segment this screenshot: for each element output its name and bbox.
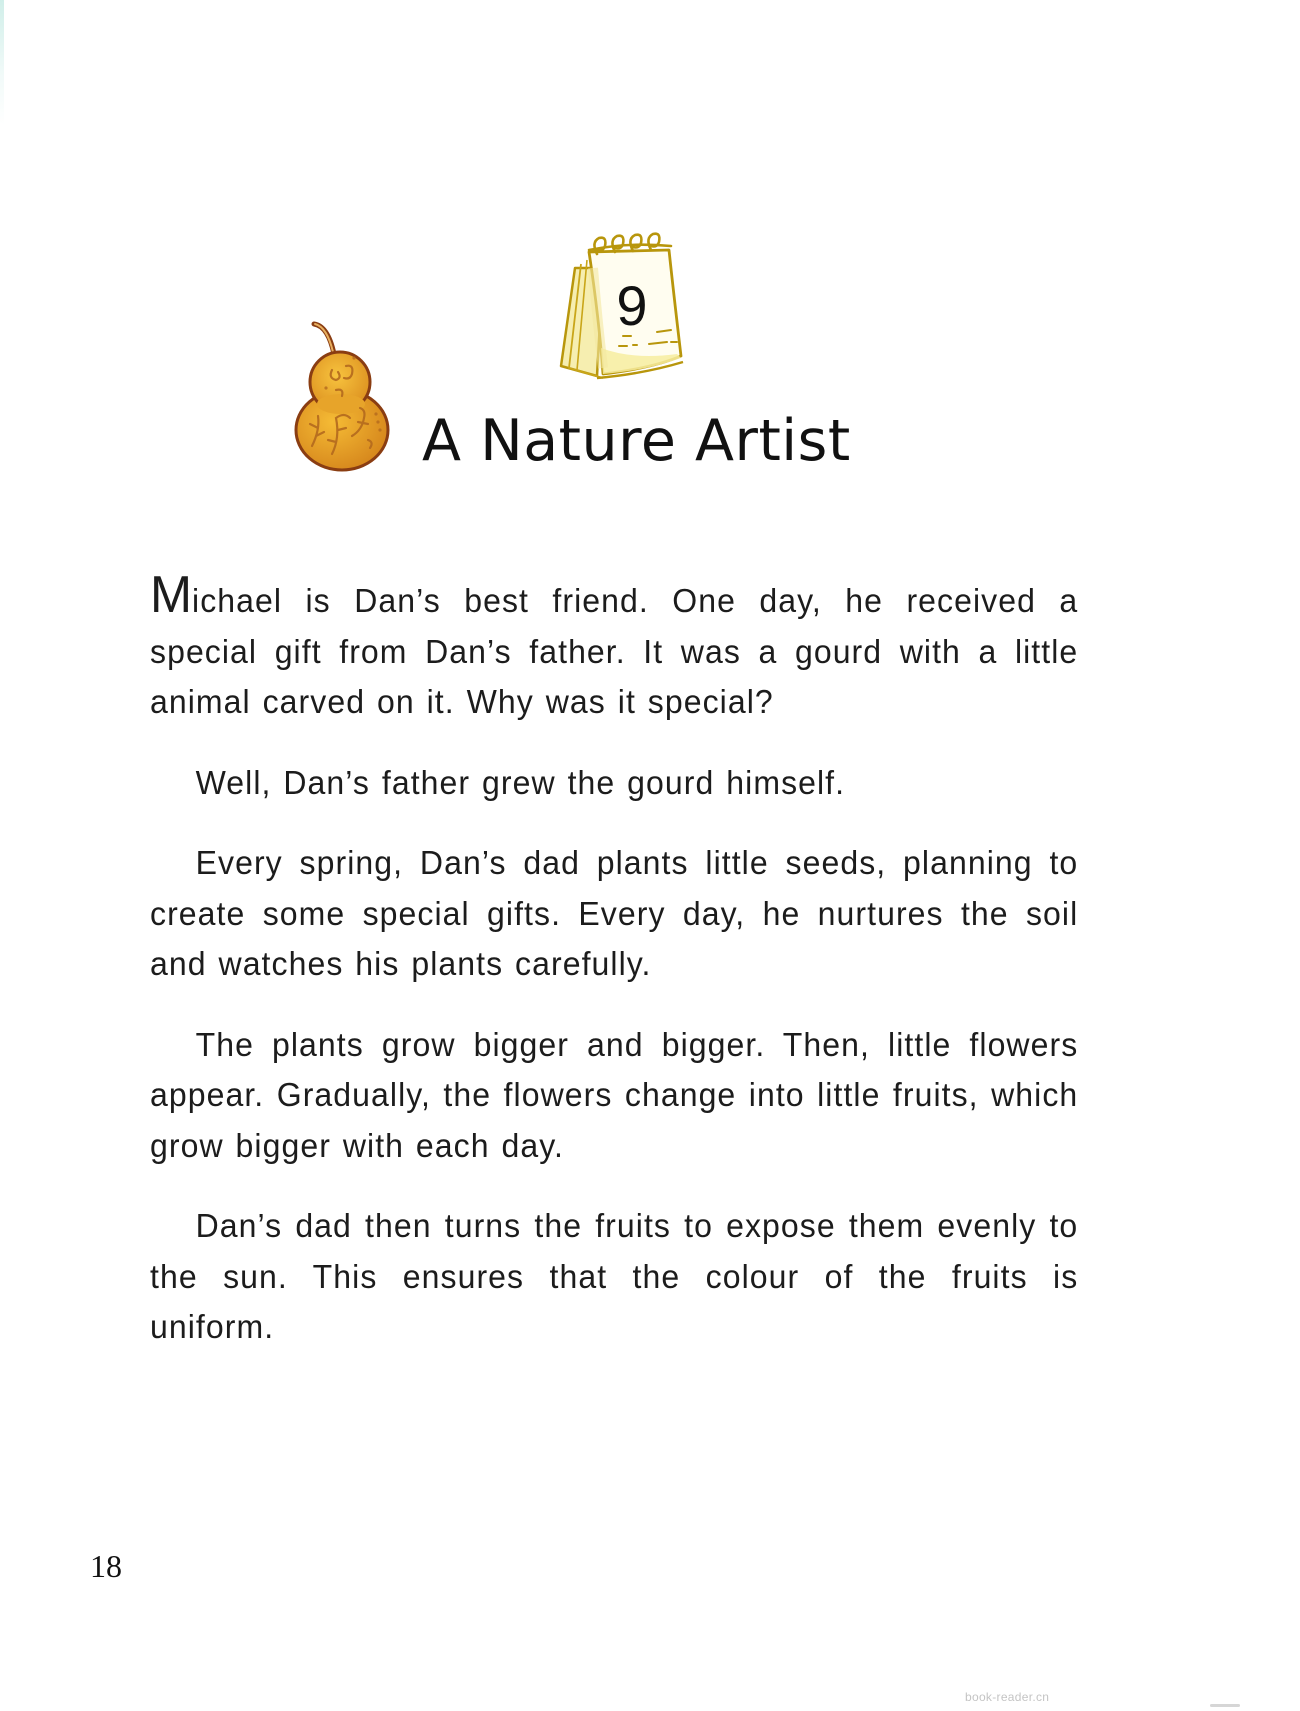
- story-paragraph: Dan’s dad then turns the fruits to expose them evenly to the sun. This ensures that the colour of the fruits is uniform.: [150, 1207, 1079, 1345]
- chapter-number: 9: [616, 274, 648, 337]
- watermark: book-reader.cn: [965, 1690, 1050, 1704]
- story-body: [150, 566, 1079, 1383]
- chapter-header: [0, 0, 1300, 500]
- chapter-title: A Nature Artist: [422, 408, 851, 474]
- story-paragraph: Well, Dan’s father grew the gourd himself.: [195, 763, 846, 801]
- scan-mark-artifact: [1210, 1704, 1240, 1707]
- decorated-gourd-icon: [292, 318, 394, 474]
- story-paragraph: [150, 566, 1079, 728]
- paragraph-text: ichael is Dan’s best friend. One day, he received a special gift from Dan’s father. It was a gourd with a little animal carved on it. Why was it special?: [150, 582, 1079, 720]
- drop-cap: M: [150, 566, 193, 624]
- story-paragraph: The plants grow bigger and bigger. Then, little flowers appear. Gradually, the flowers change into little fruits, which grow bigger with each day.: [150, 1025, 1079, 1164]
- page-number: 18: [90, 1548, 122, 1584]
- desk-calendar-icon: [553, 228, 689, 384]
- story-paragraph: Every spring, Dan’s dad plants little seeds, planning to create some special gifts. Every day, he nurtures the soil and watches his plants carefully.: [150, 844, 1079, 982]
